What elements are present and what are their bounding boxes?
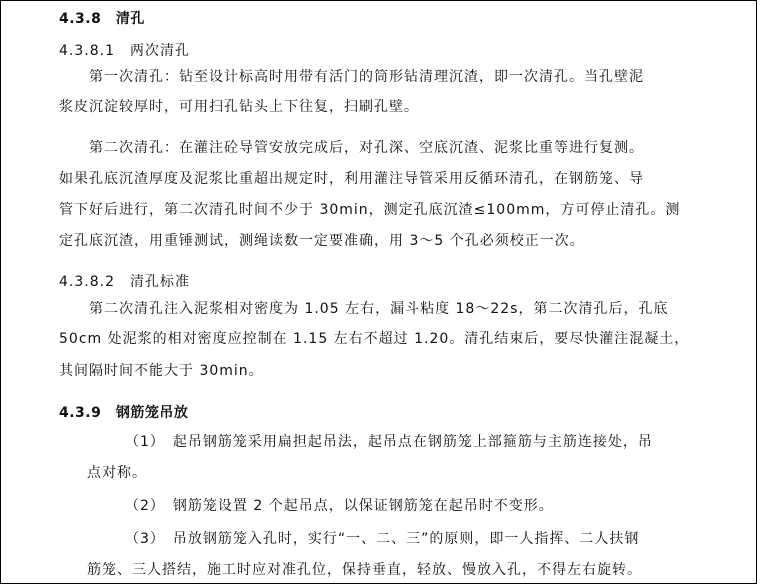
paragraph-line: 浆皮沉淀较厚时，可用扫孔钻头上下往复，扫刷孔壁。 [59, 99, 419, 115]
paragraph-line: 其间隔时间不能大于 30min。 [59, 363, 264, 379]
subsection-heading-4-3-8-2: 4.3.8.2 清孔标准 [59, 274, 190, 290]
paragraph-line: 管下好后进行，第二次清孔时间不少于 30min，测定孔底沉渣≤100mm，方可停止清孔。测 [59, 202, 681, 218]
paragraph-line: 如果孔底沉渣厚度及泥浆比重超出规定时，利用灌注导管采用反循环清孔，在钢筋笼、导 [59, 171, 644, 187]
list-item-3-continued: 筋笼、三人搭结，施工时应对准孔位，保持垂直，轻放、慢放入孔，不得左右旋转。 [87, 562, 642, 578]
section-heading-4-3-9: 4.3.9 钢筋笼吊放 [59, 405, 189, 421]
paragraph-line: 第二次清孔：在灌注砼导管安放完成后，对孔深、空底沉渣、泥浆比重等进行复测。 [89, 140, 644, 156]
subsection-heading-4-3-8-1: 4.3.8.1 两次清孔 [59, 43, 190, 59]
list-item-3: （3） 吊放钢筋笼入孔时，实行“一、二、三”的原则，即一人指挥、二人扶钢 [125, 531, 640, 547]
list-item-1-continued: 点对称。 [87, 465, 147, 481]
section-heading-4-3-8: 4.3.8 清孔 [59, 11, 145, 27]
list-item-1: （1） 起吊钢筋笼采用扁担起吊法，起吊点在钢筋笼上部箍筋与主筋连接处，吊 [125, 434, 653, 450]
list-item-2: （2） 钢筋笼设置 2 个起吊点，以保证钢筋笼在起吊时不变形。 [125, 498, 554, 514]
paragraph-line: 50cm 处泥浆的相对密度应控制在 1.15 左右不超过 1.20。清孔结束后，要尽快灌注混凝土， [59, 331, 690, 347]
paragraph-line: 第一次清孔：钻至设计标高时用带有活门的筒形钻清理沉渣，即一次清孔。当孔壁泥 [89, 69, 644, 85]
paragraph-line: 第二次清孔注入泥浆相对密度为 1.05 左右，漏斗粘度 18～22s，第二次清孔后，孔底 [89, 301, 669, 317]
paragraph-line: 定孔底沉渣，用重锤测试，测绳读数一定要准确，用 3～5 个孔必须校正一次。 [59, 233, 585, 249]
